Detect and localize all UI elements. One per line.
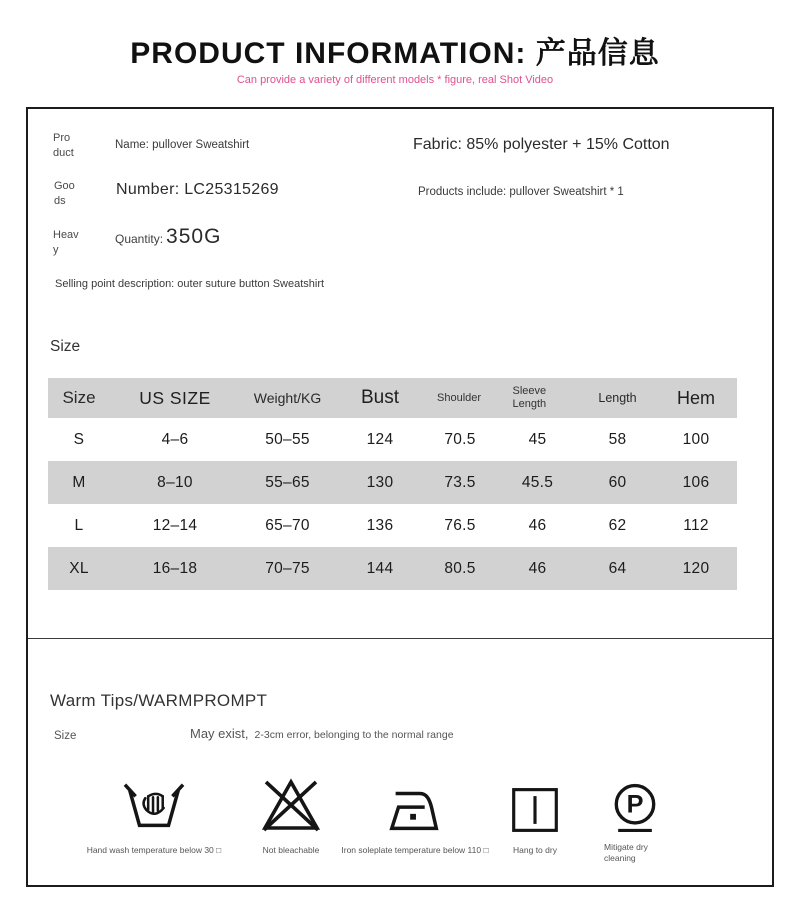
- size-table-cell: 120: [682, 559, 710, 577]
- size-table-header-bust: Bust: [360, 387, 400, 408]
- size-table-header-shoulder: Shoulder: [437, 391, 482, 404]
- product-info-section: [28, 109, 772, 639]
- care-caption: Iron soleplate temperature below 110 □: [341, 845, 489, 855]
- care-caption: Not bleachable: [262, 845, 320, 855]
- size-table-cell: 58: [608, 430, 627, 448]
- gentle-dry-clean-icon: [606, 771, 664, 835]
- page-title: PRODUCT INFORMATION: 产品信息: [130, 37, 660, 70]
- quantity-label: Quantity:: [115, 232, 164, 246]
- selling-point-text: Selling point description: outer suture button Sweatshirt: [55, 278, 325, 290]
- warm-tips-heading: Warm Tips/WARMPROMPT: [50, 691, 268, 710]
- size-table-cell: 8–10: [157, 473, 193, 491]
- size-table-header-weight-kg: Weight/KG: [253, 390, 322, 406]
- size-table-cell: 45.5: [521, 473, 554, 491]
- size-table-cell: 136: [366, 516, 394, 534]
- size-table-row-xl: [48, 547, 737, 590]
- size-table-cell: 80.5: [444, 559, 476, 577]
- size-section-heading: Size: [50, 338, 81, 355]
- size-table-cell: 50–55: [265, 430, 310, 448]
- size-table-header-hem: Hem: [676, 387, 715, 408]
- iron-low-icon: [384, 771, 446, 835]
- iron-low-icon-group: [320, 771, 510, 856]
- size-table-cell: 62: [608, 516, 627, 534]
- heavy-label: Heavy: [53, 229, 79, 256]
- size-table-cell: S: [73, 430, 85, 448]
- size-table-cell: M: [72, 473, 86, 491]
- care-caption: Mitigate dry cleaning: [604, 842, 648, 864]
- size-table-cell: 124: [366, 430, 394, 448]
- size-table-cell: 106: [682, 473, 710, 491]
- size-table-cell: 60: [608, 473, 627, 491]
- size-table-header-size: Size: [62, 388, 96, 407]
- size-table-cell: 64: [608, 559, 627, 577]
- size-table-row-s: [48, 418, 737, 461]
- size-table-cell: 46: [528, 516, 547, 534]
- tips-note-main: May exist,: [190, 726, 249, 741]
- size-table-header-length: Length: [598, 391, 637, 405]
- fabric-text: Fabric: 85% polyester + 15% Cotton: [413, 136, 670, 153]
- tips-note-detail: 2-3cm error, belonging to the normal range: [254, 729, 454, 741]
- no-bleach-icon: [260, 771, 322, 835]
- size-table-header-sleeve-length: Sleeve Length: [512, 385, 547, 410]
- goods-label: Goods: [54, 180, 75, 207]
- size-table-cell: 130: [366, 473, 394, 491]
- svg-text:P: P: [626, 790, 644, 819]
- warm-tips-section: [28, 639, 772, 885]
- size-table-cell: 46: [528, 559, 547, 577]
- product-label: Product: [53, 132, 74, 159]
- gentle-dry-clean-icon-group: [600, 771, 670, 865]
- size-table-cell: 55–65: [265, 473, 310, 491]
- hang-dry-icon: [507, 771, 563, 835]
- size-table-cell: 73.5: [444, 473, 476, 491]
- size-table-cell: 65–70: [265, 516, 310, 534]
- size-table-cell: 45: [528, 430, 547, 448]
- size-table-head: [48, 378, 737, 418]
- size-table: [48, 378, 737, 590]
- size-table-cell: 4–6: [161, 430, 189, 448]
- size-table-header-us-size: US SIZE: [139, 387, 211, 408]
- size-table-header-row: [48, 378, 737, 418]
- product-name-text: Name: pullover Sweatshirt: [115, 139, 250, 151]
- size-table-body: [48, 418, 737, 590]
- size-table-cell: 12–14: [152, 516, 198, 534]
- hand-wash-icon: [123, 771, 185, 835]
- product-info-panel: [26, 107, 774, 887]
- page-subtitle: Can provide a variety of different models * figure, real Shot Video: [236, 74, 554, 86]
- quantity-value: 350G: [166, 225, 222, 248]
- size-table-cell: 70.5: [444, 430, 476, 448]
- size-table-row-l: [48, 504, 737, 547]
- size-table-cell: 144: [366, 559, 394, 577]
- hang-dry-icon-group: [485, 771, 585, 856]
- size-table-cell: 112: [683, 516, 709, 534]
- hand-wash-icon-group: [69, 771, 239, 856]
- care-caption: Hand wash temperature below 30 □: [86, 845, 222, 855]
- products-include-text: Products include: pullover Sweatshirt * 1: [418, 186, 624, 198]
- size-table-row-m: [48, 461, 737, 504]
- goods-number-text: Number: LC25315269: [116, 181, 279, 198]
- care-caption: Hang to dry: [513, 845, 557, 855]
- size-table-cell: L: [74, 516, 84, 534]
- quantity-row: [115, 225, 221, 249]
- tips-size-label: Size: [54, 730, 77, 742]
- size-table-cell: 100: [682, 430, 710, 448]
- size-table-cell: 70–75: [265, 559, 310, 577]
- size-table-cell: 76.5: [444, 516, 476, 534]
- size-table-cell: 16–18: [152, 559, 198, 577]
- care-icons-row: [28, 639, 772, 885]
- size-table-cell: XL: [69, 559, 89, 577]
